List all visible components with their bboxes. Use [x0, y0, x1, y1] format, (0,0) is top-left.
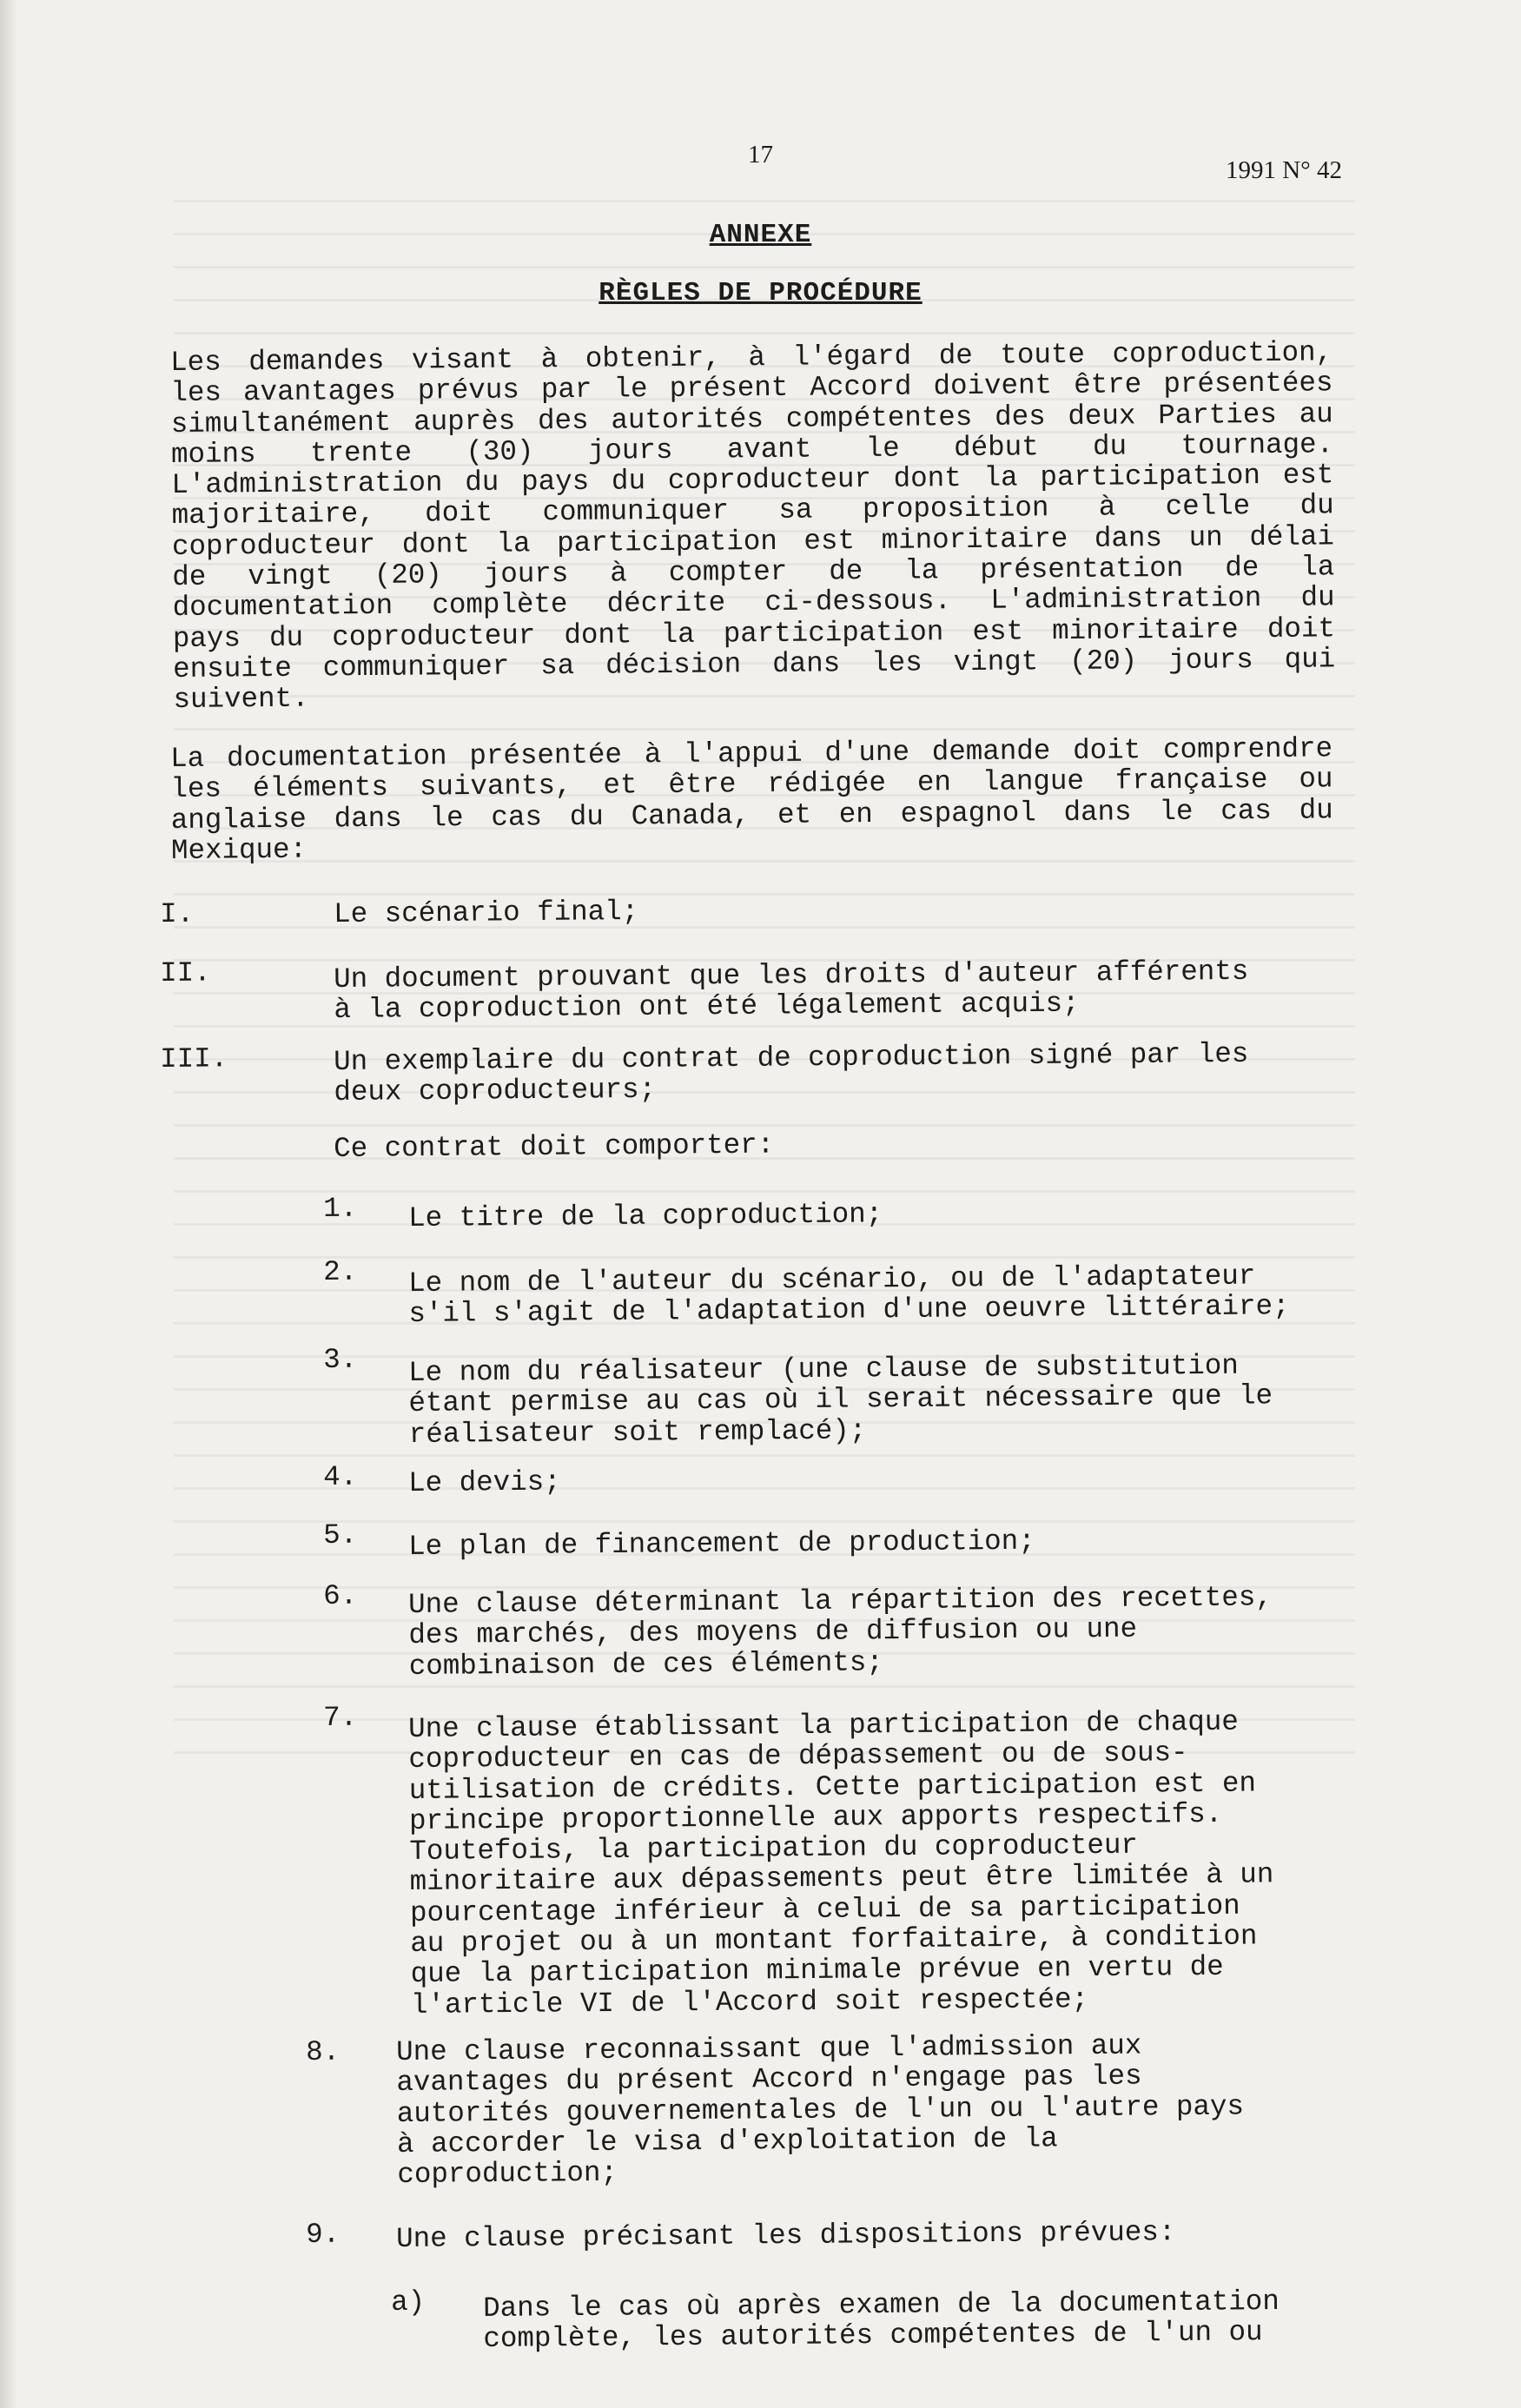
- paragraph-line: suivent.: [173, 682, 309, 717]
- subclause-text-a: [483, 2286, 1292, 2355]
- paragraph-line: L'administration du pays du coproducteur dont la participation est: [171, 459, 1334, 502]
- item-line: Un document prouvant que les droits d'auteur afférents: [333, 955, 1249, 996]
- item-line: Un exemplaire du contrat de coproduction signé par les: [333, 1037, 1249, 1078]
- clause-marker-6: 6.: [322, 1579, 358, 1612]
- subclause-line: Dans le cas où après examen de la documentation: [482, 2286, 1280, 2325]
- subclause-line: complète, les autorités compétentes de l'un ou: [483, 2316, 1263, 2356]
- paragraph-line: de vingt (20) jours à compter de la présentation de la: [172, 551, 1335, 594]
- clause-line: des marchés, des moyens de diffusion ou une: [408, 1612, 1138, 1652]
- clause-text-4: Le devis;: [407, 1465, 561, 1499]
- item-marker-III: III.: [159, 1042, 228, 1075]
- clause-line: Une clause établissant la participation de chaque: [407, 1705, 1239, 1745]
- clause-line: utilisation de crédits. Cette participation est en: [408, 1767, 1257, 1807]
- paragraph-line: Les demandes visant à obtenir, à l'égard de toute coproduction,: [169, 336, 1333, 379]
- clause-line: Le nom du réalisateur (une clause de substitution: [407, 1349, 1239, 1389]
- item-line: deux coproducteurs;: [334, 1074, 657, 1109]
- clause-marker-7: 7.: [322, 1701, 358, 1734]
- clause-text-5: Le plan de financement de production;: [407, 1525, 1035, 1563]
- clause-line: combinaison de ces éléments;: [408, 1645, 884, 1683]
- paragraph-line: les avantages prévus par le présent Accord doivent être présentées: [170, 367, 1333, 410]
- paragraph-line: documentation complète décrite ci-dessous. L'administration du: [172, 581, 1335, 625]
- clause-line: Une clause reconnaissant que l'admission aux: [395, 2029, 1142, 2068]
- item-line: à la coproduction ont été légalement acquis;: [334, 987, 1080, 1027]
- paragraph-line: simultanément auprès des autorités compétentes des deux Parties au: [170, 397, 1333, 440]
- clause-text-3: [408, 1350, 1330, 1450]
- subclause-marker-a: a): [390, 2286, 426, 2319]
- clause-text-6: [408, 1582, 1330, 1682]
- paragraph-line: majoritaire, doit communiquer sa proposition à celle du: [171, 489, 1334, 533]
- clause-line: pourcentage inférieur à celui de sa participation: [409, 1889, 1240, 1929]
- paragraph-line: La documentation présentée à l'appui d'une demande doit comprendre: [169, 732, 1333, 775]
- clause-marker-4: 4.: [322, 1460, 358, 1493]
- item-marker-II: II.: [159, 956, 211, 989]
- clause-line: minoritaire aux dépassements peut être limitée à un: [409, 1858, 1274, 1899]
- clause-marker-1: 1.: [322, 1192, 358, 1225]
- clause-text-2: [408, 1260, 1330, 1330]
- paragraph-line: moins trente (30) jours avant le début du tournage.: [170, 428, 1334, 471]
- paragraph-line: pays du coproducteur dont la participation est minoritaire doit: [172, 612, 1336, 655]
- clause-line: au projet ou à un montant forfaitaire, à condition: [410, 1920, 1258, 1961]
- item-text-III: [334, 1038, 1316, 1108]
- clause-line: l'article VI de l'Accord soit respectée;: [410, 1982, 1089, 2021]
- documentation-paragraph: [170, 733, 1333, 866]
- clause-line: Une clause déterminant la répartition des recettes,: [407, 1581, 1273, 1621]
- clause-line: coproduction;: [397, 2156, 618, 2192]
- clause-line: Le nom de l'auteur du scénario, ou de l'adaptateur: [407, 1260, 1256, 1300]
- clause-line: à accorder le visa d'exploitation de la: [396, 2122, 1058, 2160]
- clause-marker-2: 2.: [322, 1255, 358, 1288]
- clause-text-1: Le titre de la coproduction;: [407, 1198, 883, 1234]
- item-marker-I: I.: [159, 897, 195, 930]
- clause-text-9: Une clause précisant les dispositions prévues:: [395, 2216, 1176, 2255]
- clause-line: avantages du présent Accord n'engage pas les: [396, 2060, 1142, 2100]
- clause-text-8: [396, 2029, 1301, 2191]
- clause-line: que la participation minimale prévue en vertu de: [410, 1951, 1224, 1991]
- clause-line: coproducteur en cas de dépassement ou de sous-: [408, 1737, 1188, 1776]
- paragraph-line: ensuite communiquer sa décision dans les vingt (20) jours qui: [173, 643, 1336, 685]
- clause-line: principe proportionnelle aux apports respectifs.: [408, 1797, 1223, 1837]
- intro-paragraph: [170, 337, 1336, 715]
- rules-title: RÈGLES DE PROCÉDURE: [598, 278, 923, 308]
- scan-edge-shadow: [0, 0, 17, 2408]
- annex-title: ANNEXE: [709, 220, 812, 250]
- clause-line: réalisateur soit remplacé);: [408, 1413, 867, 1451]
- clause-marker-8: 8.: [305, 2035, 341, 2068]
- item-text-I: Le scénario final;: [333, 895, 639, 930]
- contract-intro: Ce contrat doit comporter:: [333, 1128, 775, 1165]
- paragraph-line: Mexique:: [170, 833, 308, 867]
- page-number: 17: [748, 141, 773, 169]
- clause-line: Toutefois, la participation du coproducteur: [409, 1829, 1139, 1869]
- item-text-II: [334, 956, 1316, 1025]
- clause-text-7: [408, 1706, 1332, 2021]
- clause-line: s'il s'agit de l'adaptation d'une oeuvre littéraire;: [408, 1290, 1290, 1331]
- clause-marker-9: 9.: [305, 2218, 341, 2251]
- clause-marker-5: 5.: [322, 1518, 358, 1551]
- clause-marker-3: 3.: [322, 1343, 358, 1376]
- paragraph-line: coproducteur dont la participation est minoritaire dans un délai: [171, 520, 1335, 563]
- clause-line: autorités gouvernementales de l'un ou l'autre pays: [396, 2090, 1245, 2130]
- clause-line: étant permise au cas où il serait nécessaire que le: [408, 1379, 1273, 1420]
- document-reference: 1991 N° 42: [1225, 156, 1342, 184]
- paragraph-line: anglaise dans le cas du Canada, et en espagnol dans le cas du: [170, 793, 1333, 837]
- paragraph-line: les éléments suivants, et être rédigée en langue française ou: [170, 763, 1333, 806]
